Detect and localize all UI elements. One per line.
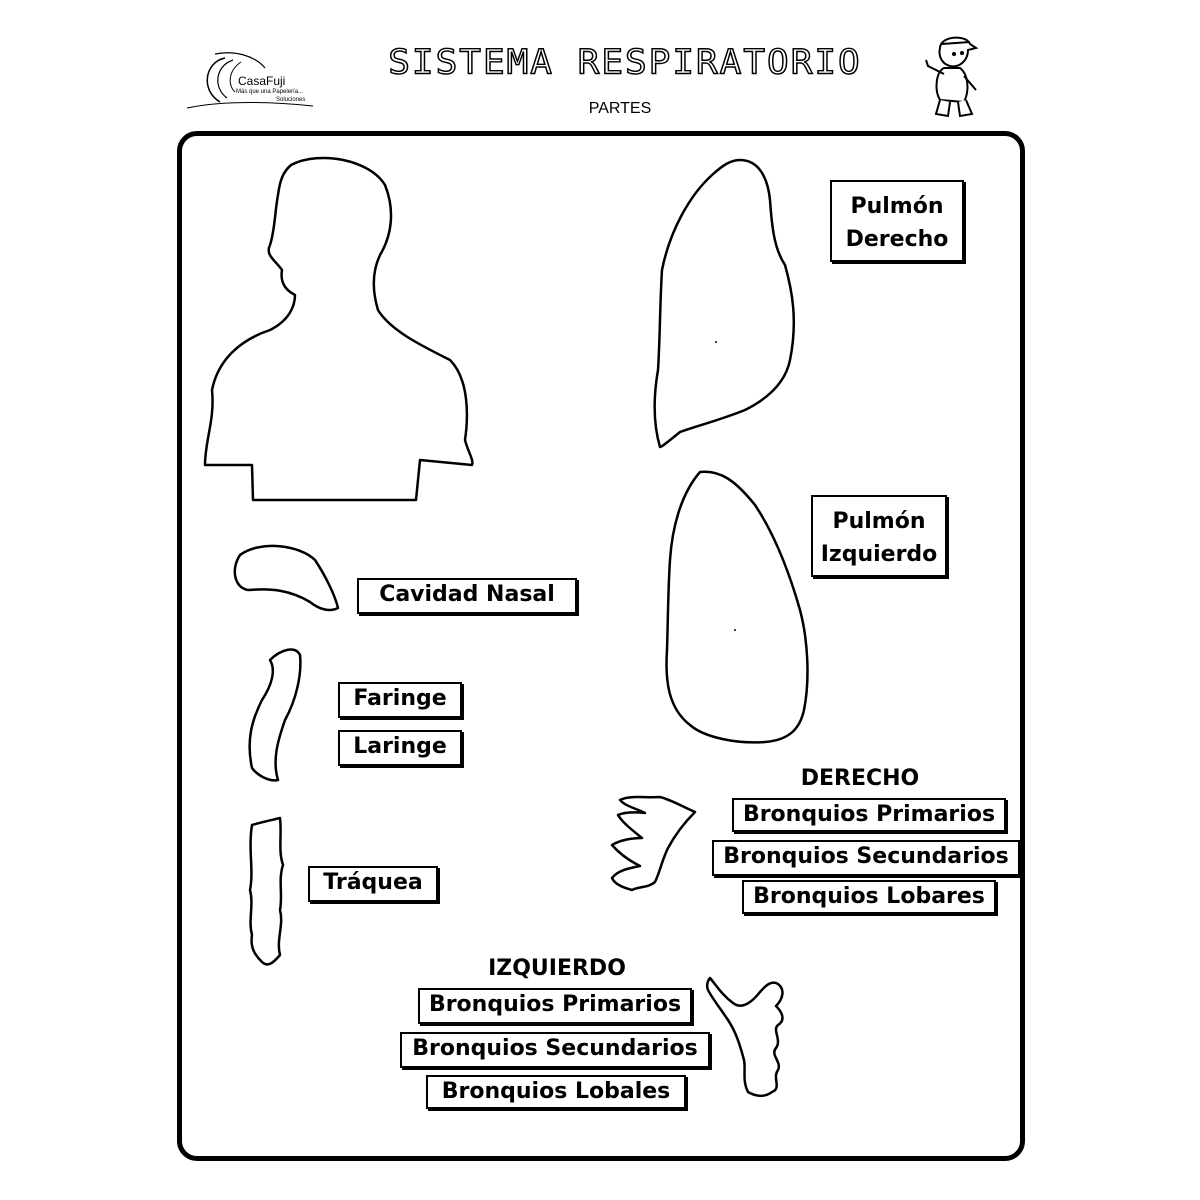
label-right-lobar-bronchi[interactable]: Bronquios Lobares [742, 880, 996, 914]
label-right-primary-bronchi[interactable]: Bronquios Primarios [732, 798, 1006, 832]
label-left-lung-line2: Izquierdo [820, 542, 938, 567]
label-left-lung[interactable] [811, 495, 947, 577]
logo-name: CasaFuji [238, 74, 286, 88]
left-lung-shape [666, 472, 807, 743]
right-lung-shape [655, 160, 794, 447]
heading-derecho: DERECHO [800, 766, 920, 791]
torso-silhouette [205, 158, 472, 500]
page-subtitle: PARTES [588, 100, 652, 117]
page-title: SISTEMA RESPIRATORIO [388, 43, 862, 82]
right-bronchi-shape [612, 797, 695, 890]
label-left-secondary-bronchi[interactable]: Bronquios Secundarios [400, 1032, 710, 1068]
label-right-secondary-bronchi[interactable]: Bronquios Secundarios [712, 840, 1020, 876]
label-right-lung[interactable] [830, 180, 964, 262]
label-larynx[interactable]: Laringe [338, 730, 462, 766]
label-trachea[interactable]: Tráquea [308, 866, 438, 902]
label-left-primary-bronchi[interactable]: Bronquios Primarios [418, 988, 692, 1024]
label-left-lobal-bronchi[interactable]: Bronquios Lobales [426, 1075, 686, 1109]
trachea-shape [250, 818, 283, 964]
left-bronchi-shape [707, 978, 782, 1096]
heading-izquierdo: IZQUIERDO [488, 956, 626, 981]
pharynx-larynx-shape [250, 650, 301, 781]
nasal-cavity-shape [235, 546, 338, 610]
logo-slogan: Más que una Papelería... [236, 89, 304, 95]
label-right-lung-line2: Derecho [845, 227, 949, 252]
logo-slogan-2: Soluciones [276, 97, 306, 103]
label-nasal-cavity[interactable]: Cavidad Nasal [357, 578, 577, 614]
label-right-lung-line1: Pulmón [850, 194, 944, 219]
label-left-lung-line1: Pulmón [832, 509, 926, 534]
label-pharynx[interactable]: Faringe [338, 682, 462, 718]
